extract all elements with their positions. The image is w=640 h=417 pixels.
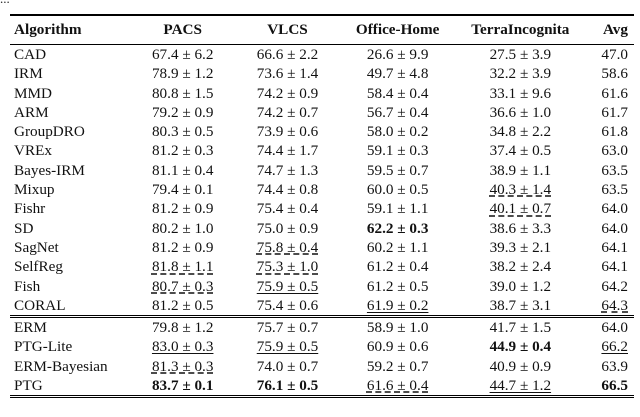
cell-pacs: 79.8 ± 1.2 [130, 317, 235, 338]
cell-algorithm: SagNet [14, 238, 59, 256]
cell-avg: 64.1 [601, 238, 628, 256]
cell-terraincognita: 32.2 ± 3.9 [489, 65, 552, 83]
table-row [10, 357, 634, 376]
cell-avg: 64.3 [601, 296, 628, 314]
cell-algorithm: ERM-Bayesian [14, 357, 108, 375]
cell-office-home: 49.7 ± 4.8 [366, 65, 429, 83]
header-pacs: PACS [163, 21, 202, 38]
cell-avg: 66.5 [585, 376, 634, 397]
cell-algorithm: PTG [10, 376, 130, 397]
cell-algorithm: CORAL [14, 296, 66, 314]
cell-algorithm: MMD [14, 84, 52, 102]
cell-avg: 61.6 [601, 84, 628, 102]
cell-avg: 63.9 [601, 357, 628, 375]
cell-office-home: 60.2 ± 1.1 [366, 238, 429, 256]
cell-vlcs: 76.1 ± 0.5 [235, 376, 340, 397]
cell-office-home: 26.6 ± 9.9 [366, 46, 429, 63]
cell-terraincognita: 34.8 ± 2.2 [489, 123, 552, 141]
header-vlcs: VLCS [267, 21, 308, 38]
table-row [10, 199, 634, 218]
cell-avg: 47.0 [601, 46, 628, 63]
cell-algorithm: SelfReg [14, 258, 63, 276]
cell-terraincognita: 33.1 ± 9.6 [489, 84, 552, 102]
header-terraincognita: TerraIncognita [471, 21, 570, 38]
results-table [10, 14, 634, 398]
cell-terraincognita: 38.9 ± 1.1 [489, 161, 552, 179]
cell-pacs: 81.3 ± 0.3 [151, 357, 214, 375]
cell-avg: 63.5 [601, 181, 628, 199]
header-avg: Avg [602, 21, 628, 38]
cell-vlcs: 75.7 ± 0.7 [235, 317, 340, 338]
cell-avg: 64.0 [601, 219, 628, 237]
cell-avg: 63.5 [601, 161, 628, 179]
cell-office-home: 59.1 ± 0.3 [366, 142, 429, 160]
cell-vlcs: 74.4 ± 1.7 [256, 142, 319, 160]
cell-algorithm: ARM [14, 103, 49, 121]
cell-vlcs: 75.0 ± 0.9 [256, 219, 319, 237]
cell-terraincognita: 40.1 ± 0.7 [489, 200, 552, 218]
cell-pacs: 81.2 ± 0.5 [151, 296, 214, 314]
table-row [10, 161, 634, 180]
cell-avg: 64.0 [601, 200, 628, 218]
cell-vlcs: 74.0 ± 0.7 [256, 357, 319, 375]
table-row [10, 238, 634, 257]
cell-terraincognita: 27.5 ± 3.9 [489, 46, 552, 63]
cell-pacs: 80.7 ± 0.3 [151, 277, 214, 295]
cell-terraincognita: 41.7 ± 1.5 [455, 317, 585, 338]
cell-office-home: 60.9 ± 0.6 [366, 338, 429, 356]
cell-office-home: 61.6 ± 0.4 [366, 377, 429, 395]
table-caption [0, 0, 640, 6]
cell-office-home: 61.9 ± 0.2 [366, 296, 429, 314]
cell-pacs: 81.2 ± 0.9 [151, 238, 214, 256]
cell-algorithm: GroupDRO [14, 123, 85, 141]
cell-office-home: 61.2 ± 0.4 [366, 258, 429, 276]
cell-office-home: 58.4 ± 0.4 [366, 84, 429, 102]
cell-avg: 64.0 [585, 317, 634, 338]
cell-avg: 64.1 [601, 258, 628, 276]
cell-terraincognita: 40.3 ± 1.4 [489, 181, 552, 199]
cell-algorithm: SD [14, 219, 34, 237]
cell-vlcs: 75.4 ± 0.4 [256, 200, 319, 218]
proposed-rows [10, 317, 634, 397]
cell-office-home: 58.0 ± 0.2 [366, 123, 429, 141]
cell-vlcs: 74.2 ± 0.9 [256, 84, 319, 102]
cell-pacs: 83.7 ± 0.1 [130, 376, 235, 397]
table-row [10, 257, 634, 276]
cell-pacs: 78.9 ± 1.2 [151, 65, 214, 83]
cell-pacs: 80.2 ± 1.0 [151, 219, 214, 237]
cell-pacs: 79.4 ± 0.1 [151, 181, 214, 199]
cell-algorithm: ERM [10, 317, 130, 338]
cell-algorithm: IRM [14, 65, 43, 83]
cell-pacs: 81.1 ± 0.4 [151, 161, 214, 179]
table-row [10, 219, 634, 238]
cell-algorithm: PTG-Lite [14, 338, 73, 356]
cell-vlcs: 75.3 ± 1.0 [256, 258, 319, 276]
table-row [10, 180, 634, 199]
cell-avg: 64.2 [601, 277, 628, 295]
table-row [10, 337, 634, 356]
cell-algorithm: VREx [14, 142, 52, 160]
cell-office-home: 58.9 ± 1.0 [340, 317, 456, 338]
cell-terraincognita: 37.4 ± 0.5 [489, 142, 552, 160]
cell-algorithm: Bayes-IRM [14, 161, 85, 179]
cell-avg: 61.7 [601, 103, 628, 121]
cell-algorithm: Mixup [14, 181, 55, 199]
header-algorithm: Algorithm [14, 21, 82, 38]
table-row [10, 277, 634, 296]
cell-office-home: 59.2 ± 0.7 [366, 357, 429, 375]
cell-avg: 66.2 [601, 338, 628, 356]
table-row [10, 376, 634, 397]
cell-avg: 63.0 [601, 142, 628, 160]
cell-vlcs: 75.4 ± 0.6 [256, 296, 319, 314]
table-row [10, 64, 634, 83]
cell-terraincognita: 40.9 ± 0.9 [489, 357, 552, 375]
cell-office-home: 61.2 ± 0.5 [366, 277, 429, 295]
table-header-row [10, 15, 634, 45]
cell-terraincognita: 39.3 ± 2.1 [489, 238, 552, 256]
cell-avg: 61.8 [601, 123, 628, 141]
cell-algorithm: CAD [14, 46, 47, 63]
table-row [10, 45, 634, 65]
cell-pacs: 81.2 ± 0.3 [151, 142, 214, 160]
cell-terraincognita: 39.0 ± 1.2 [489, 277, 552, 295]
cell-algorithm: Fishr [14, 200, 46, 218]
table-row [10, 84, 634, 103]
cell-pacs: 80.3 ± 0.5 [151, 123, 214, 141]
cell-terraincognita: 38.7 ± 3.1 [489, 296, 552, 314]
cell-pacs: 79.2 ± 0.9 [151, 103, 214, 121]
cell-pacs: 80.8 ± 1.5 [151, 84, 214, 102]
table-row [10, 103, 634, 122]
cell-office-home: 59.5 ± 0.7 [366, 161, 429, 179]
cell-terraincognita: 36.6 ± 1.0 [489, 103, 552, 121]
cell-vlcs: 73.6 ± 1.4 [256, 65, 319, 83]
cell-pacs: 81.2 ± 0.9 [151, 200, 214, 218]
cell-vlcs: 75.9 ± 0.5 [256, 338, 319, 356]
cell-vlcs: 73.9 ± 0.6 [256, 123, 319, 141]
caption-text-pre [0, 0, 10, 6]
cell-vlcs: 75.9 ± 0.5 [256, 277, 319, 295]
cell-office-home: 60.0 ± 0.5 [366, 181, 429, 199]
baseline-rows [10, 45, 634, 317]
cell-vlcs: 66.6 ± 2.2 [256, 46, 319, 63]
cell-pacs: 67.4 ± 6.2 [151, 46, 214, 63]
cell-terraincognita: 44.9 ± 0.4 [489, 338, 552, 356]
header-office-home: Office-Home [355, 21, 440, 38]
cell-office-home: 59.1 ± 1.1 [366, 200, 429, 218]
cell-pacs: 81.8 ± 1.1 [151, 258, 214, 276]
cell-terraincognita: 44.7 ± 1.2 [489, 377, 552, 395]
cell-vlcs: 74.4 ± 0.8 [256, 181, 319, 199]
cell-algorithm: Fish [14, 277, 41, 295]
cell-vlcs: 74.7 ± 1.3 [256, 161, 319, 179]
cell-office-home: 56.7 ± 0.4 [366, 103, 429, 121]
table-row [10, 122, 634, 141]
cell-pacs: 83.0 ± 0.3 [151, 338, 214, 356]
cell-vlcs: 75.8 ± 0.4 [256, 238, 319, 256]
cell-office-home: 62.2 ± 0.3 [366, 219, 429, 237]
cell-vlcs: 74.2 ± 0.7 [256, 103, 319, 121]
table-row [10, 317, 634, 338]
table-row [10, 296, 634, 317]
cell-terraincognita: 38.6 ± 3.3 [489, 219, 552, 237]
cell-terraincognita: 38.2 ± 2.4 [489, 258, 552, 276]
table-row [10, 141, 634, 160]
cell-avg: 58.6 [601, 65, 628, 83]
